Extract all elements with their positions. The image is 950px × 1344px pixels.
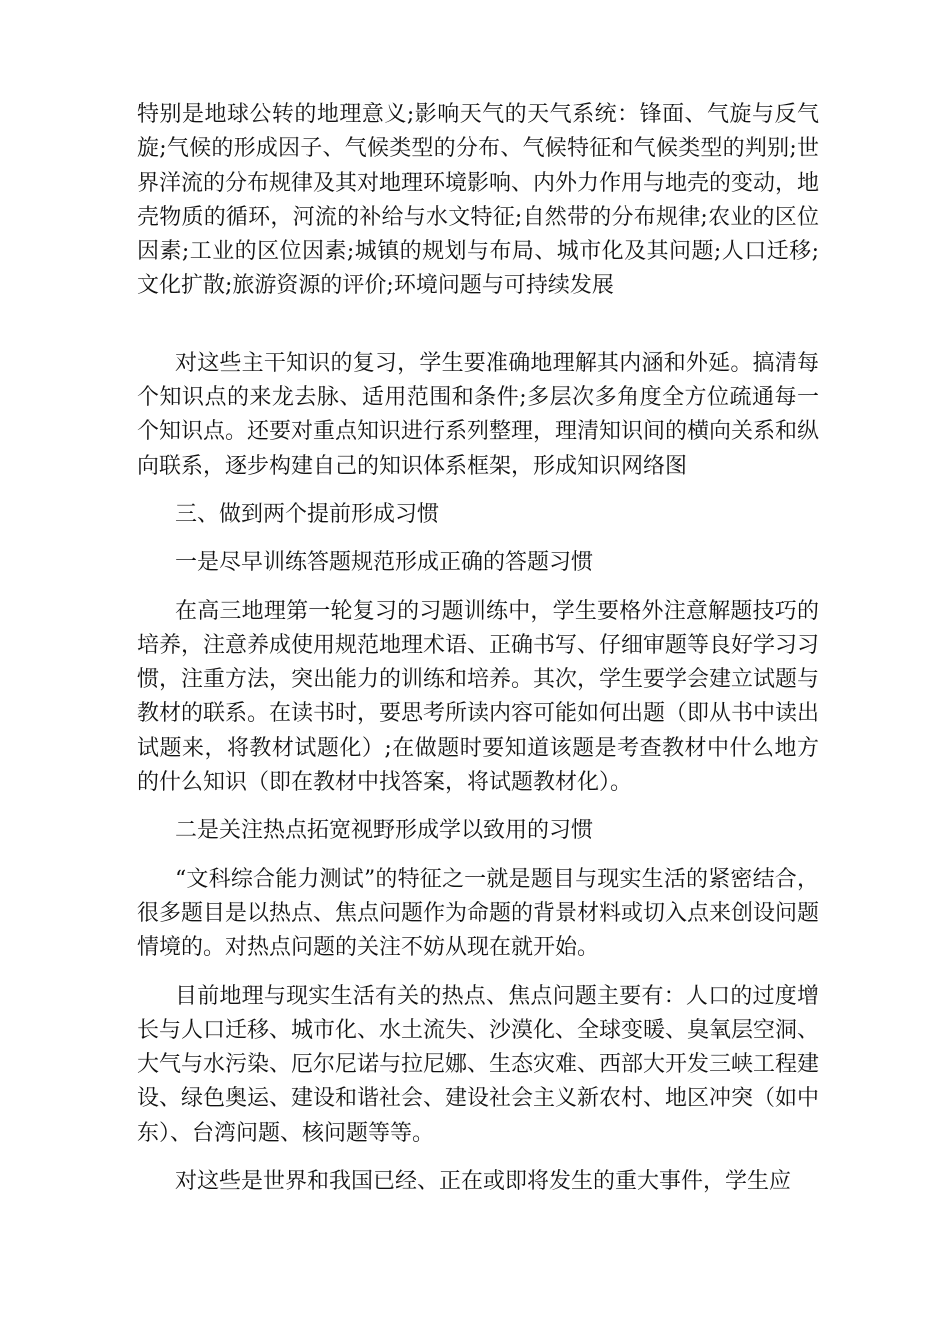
- paragraph-exam-feature: “文科综合能力测试”的特征之一就是题目与现实生活的紧密结合，很多题目是以热点、焦点问题作为命题的背景材料或切入点来创设问题情境的。对热点问题的关注不妨从现在就开始。: [137, 866, 820, 961]
- paragraph-answer-skills: 在高三地理第一轮复习的习题训练中，学生要格外注意解题技巧的培养，注意养成使用规范地理术语、正确书写、仔细审题等良好学习习惯，注重方法，突出能力的训练和培养。其次，学生要学会建立试题与教材的联系。在读书时，要思考所读内容可能如何出题（即从书中读出试题来，将教材试题化）;在做题时要知道该题是考查教材中什么地方的什么知识（即在教材中找答案，将试题教材化）。: [137, 598, 820, 796]
- paragraph-major-events: 对这些是世界和我国已经、正在或即将发生的重大事件，学生应: [175, 1169, 792, 1195]
- section-heading-habits: 三、做到两个提前形成习惯: [175, 501, 440, 527]
- paragraph-key-topics-list: 特别是地球公转的地理意义;影响天气的天气系统：锋面、气旋与反气旋;气候的形成因子、气候类型的分布、气候特征和气候类型的判别;世界洋流的分布规律及其对地理环境影响、内外力作用与地壳的变动，地壳物质的循环，河流的补给与水文特征;自然带的分布规律;农业的区位因素;工业的区位因素;城镇的规划与布局、城市化及其问题;人口迁移;文化扩散;旅游资源的评价;环境问题与可持续发展: [137, 102, 820, 299]
- subheading-hot-topics: 二是关注热点拓宽视野形成学以致用的习惯: [175, 818, 594, 844]
- subheading-answer-habits: 一是尽早训练答题规范形成正确的答题习惯: [175, 550, 594, 576]
- paragraph-review-method: 对这些主干知识的复习，学生要准确地理解其内涵和外延。搞清每个知识点的来龙去脉、适用范围和条件;多层次多角度全方位疏通每一个知识点。还要对重点知识进行系列整理，理清知识间的横向关系和纵向联系，逐步构建自己的知识体系框架，形成知识网络图: [137, 350, 820, 479]
- document-page: [137, 98, 819, 1199]
- paragraph-hot-topics-list: 目前地理与现实生活有关的热点、焦点问题主要有：人口的过度增长与人口迁移、城市化、水土流失、沙漠化、全球变暖、臭氧层空洞、大气与水污染、厄尔尼诺与拉尼娜、生态灾难、西部大开发三峡工程建设、绿色奥运、建设和谐社会、建设社会主义新农村、地区冲突（如中东）、台湾问题、核问题等等。: [137, 983, 820, 1146]
